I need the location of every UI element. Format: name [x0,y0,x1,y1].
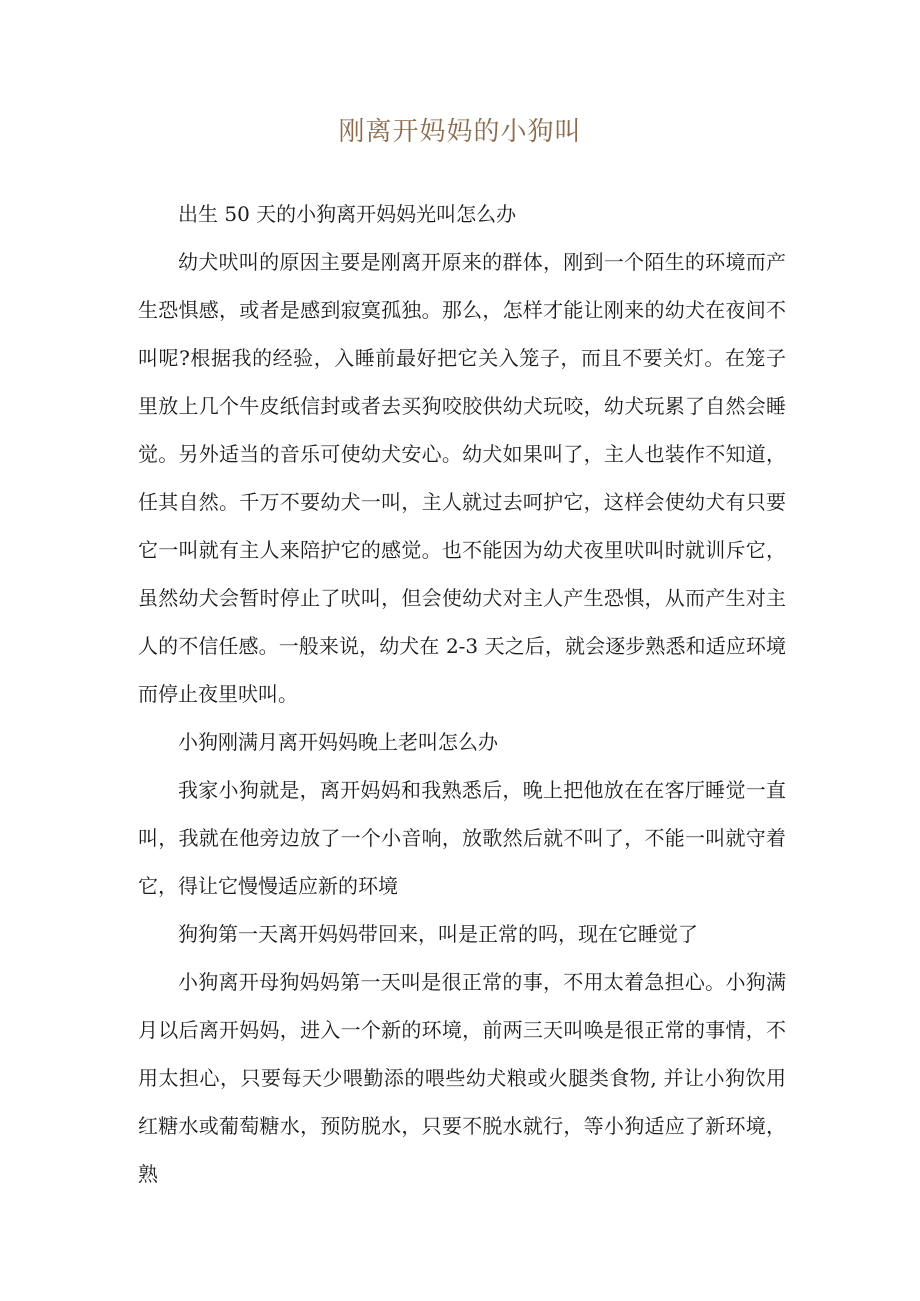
subheading-3: 狗狗第一天离开妈妈带回来，叫是正常的吗，现在它睡觉了 [178,922,698,946]
body-paragraph-2: 我家小狗就是，离开妈妈和我熟悉后，晚上把他放在在客厅睡觉一直叫，我就在他旁边放了一个小音响，放歌然后就不叫了，不能一叫就守着它，得让它慢慢适应新的环境 [138,778,786,898]
subheading-1: 出生 50 天的小狗离开妈妈光叫怎么办 [178,202,517,226]
body-paragraph-3: 小狗离开母狗妈妈第一天叫是很正常的事，不用太着急担心。小狗满月以后离开妈妈，进入一个新的环境，前两三天叫唤是很正常的事情，不用太担心，只要每天少喂勤添的喂些幼犬粮或火腿类食物, 并让小狗饮用红糖水或葡萄糖水，预防脱水，只要不脱水就行，等小狗适应了新环境，熟 [138,970,786,1186]
document-body [138,190,786,1198]
subheading-2: 小狗刚满月离开妈妈晚上老叫怎么办 [178,730,498,754]
body-paragraph-1: 幼犬吠叫的原因主要是刚离开原来的群体，刚到一个陌生的环境而产生恐惧感，或者是感到寂寞孤独。那么，怎样才能让刚来的幼犬在夜间不叫呢?根据我的经验，入睡前最好把它关入笼子，而且不要关灯。在笼子里放上几个牛皮纸信封或者去买狗咬胶供幼犬玩咬，幼犬玩累了自然会睡觉。另外适当的音乐可使幼犬安心。幼犬如果叫了，主人也装作不知道，任其自然。千万不要幼犬一叫，主人就过去呵护它，这样会使幼犬有只要它一叫就有主人来陪护它的感觉。也不能因为幼犬夜里吠叫时就训斥它，虽然幼犬会暂时停止了吠叫，但会使幼犬对主人产生恐惧，从而产生对主人的不信任感。一般来说，幼犬在 2-3 天之后，就会逐步熟悉和适应环境而停止夜里吠叫。 [138,250,786,706]
document-title: 刚离开妈妈的小狗叫 [338,117,582,147]
